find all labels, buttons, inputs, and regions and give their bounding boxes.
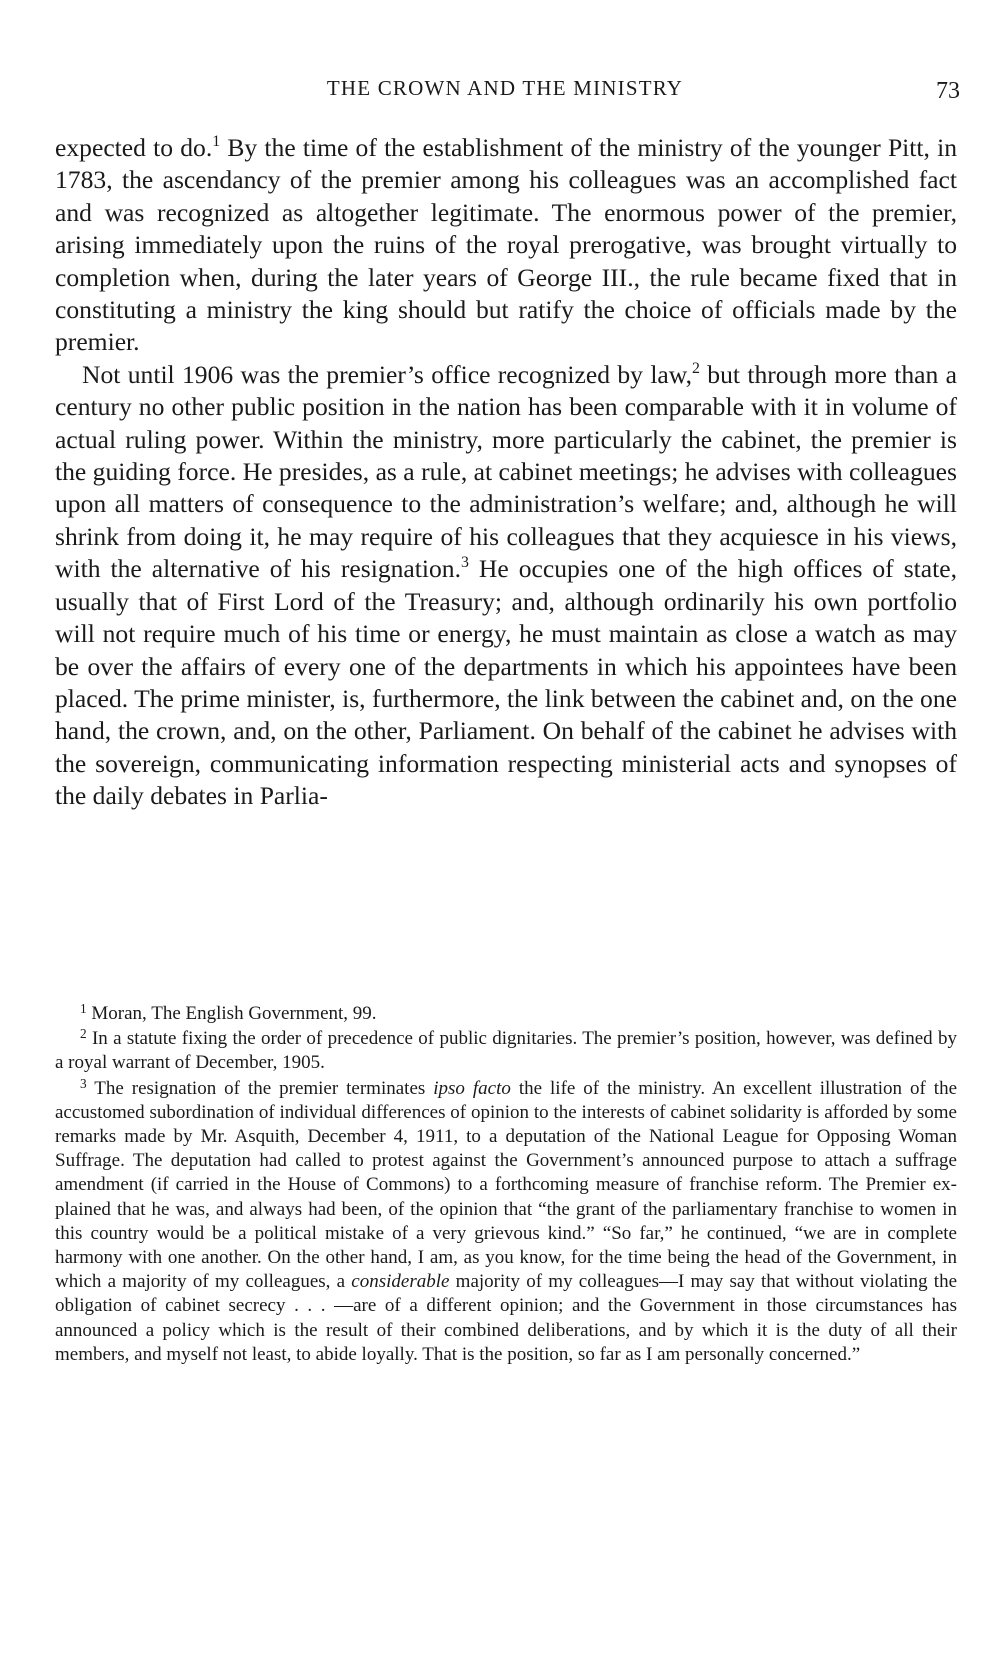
footnote-2-text: In a statute fixing the order of precedence of public dignitaries. The premier’s position, however, was defined by a royal warrant of December, 1905. — [55, 1028, 957, 1074]
paragraph-2-text-b: but through more than a century no other public position in the nation has been comparable with it in volume of actual ruling power. Within the ministry, more particularly the cabinet, the premier is the guiding force. He presides, as a rule, at cabinet meetings; he advises with colleagues upon all matters of consequence to the administration’s welfare; and, although he will shrink from doing it, he may require of his colleagues that they acquiesce in his views, with the alternative of his resignation. — [55, 359, 958, 584]
running-head — [50, 76, 960, 110]
footnote-3-text-c: majority of my colleagues—I may say that without violating the obligation of cabinet secrecy . . . —are of a different opinion; and the Government in those circumstances has announced a policy which is the result of their combined deliberations, and by which it is the duty of all their members, and myself not least, to abide loyally. That is the position, so far as I am personally concerned.” — [55, 1271, 958, 1365]
paragraph-1-text-b: By the time of the establishment of the ministry of the younger Pitt, in 1783, the ascendancy of the premier among his colleagues was an accomplished fact and was recognized as altogether legitimate. The enormous power of the premier, arising immediately upon the ruins of the royal prerogative, was brought virtually to completion when, during the later years of George III., the rule became fixed that in constituting a ministry the king should but ratify the choice of officials made by the premier. — [55, 133, 958, 357]
main-text — [55, 132, 957, 813]
footnote-ref-3: 3 — [461, 554, 469, 572]
footnote-ref-2: 2 — [692, 360, 700, 378]
paragraph-1-text-a: expected to do. — [55, 133, 213, 162]
footnote-3-text-a: The resignation of the premier terminates — [86, 1077, 434, 1099]
footnote-3-italic-ipso-facto: ipso facto — [433, 1077, 511, 1099]
footnote-1-text: Moran, The English Government, 99. — [86, 1003, 377, 1024]
footnote-ref-1: 1 — [212, 133, 221, 151]
footnote-3-italic-considerable: considerable — [351, 1271, 450, 1293]
paragraph-2-text-a: Not until 1906 was the premier’s office recognized by law, — [82, 359, 693, 389]
footnote-3-mark: 3 — [80, 1075, 87, 1091]
paragraph-1 — [55, 132, 957, 359]
running-title: THE CROWN AND THE MINISTRY — [326, 76, 684, 100]
paragraph-2-text-c: He occupies one of the high offices of state, usually that of First Lord of the Treasury; and, although ordinarily his own portfolio will not require much of his time or energy, he must maintain as close a watch as may be over the affairs of every one of the departments in which his appointees have been placed. The prime minister, is, furthermore, the link between the cabinet and, on the one hand, the crown, and, on the other, Parliament. On behalf of the cabinet he advises with the sovereign, communicating information respecting ministerial acts and synopses of the daily debates in Parlia- — [55, 554, 957, 811]
footnote-1 — [55, 1002, 957, 1026]
footnotes — [55, 1002, 957, 1368]
paragraph-2 — [55, 359, 957, 813]
footnote-3-text-b: the life of the ministry. An excellent illustration of the accustomed subordination of individual differences of opinion to the interests of cabinet solidarity is afforded by some remarks made by Mr. Asquith, December 4, 1911, to a deputation of the National League for Opposing Woman Suffrage. The deputation had called to protest against the Government’s announced purpose to attach a suffrage amendment (if carried in the House of Commons) to a forthcoming measure of franchise reform. The Premier explained that he was, and always had been, of the opinion that “the grant of the parliamentary franchise to women in this country would be a political mistake of a very grievous kind.” “So far,” he continued, “we are in complete harmony with one another. On the other hand, I am, as you know, for the time being the head of the Government, in which a majority of my colleagues, a — [55, 1077, 957, 1293]
footnote-1-mark: 1 — [80, 1001, 87, 1017]
footnote-2-mark: 2 — [80, 1026, 87, 1042]
footnote-2 — [55, 1027, 957, 1075]
footnote-3 — [55, 1077, 957, 1367]
page-number: 73 — [936, 78, 960, 104]
